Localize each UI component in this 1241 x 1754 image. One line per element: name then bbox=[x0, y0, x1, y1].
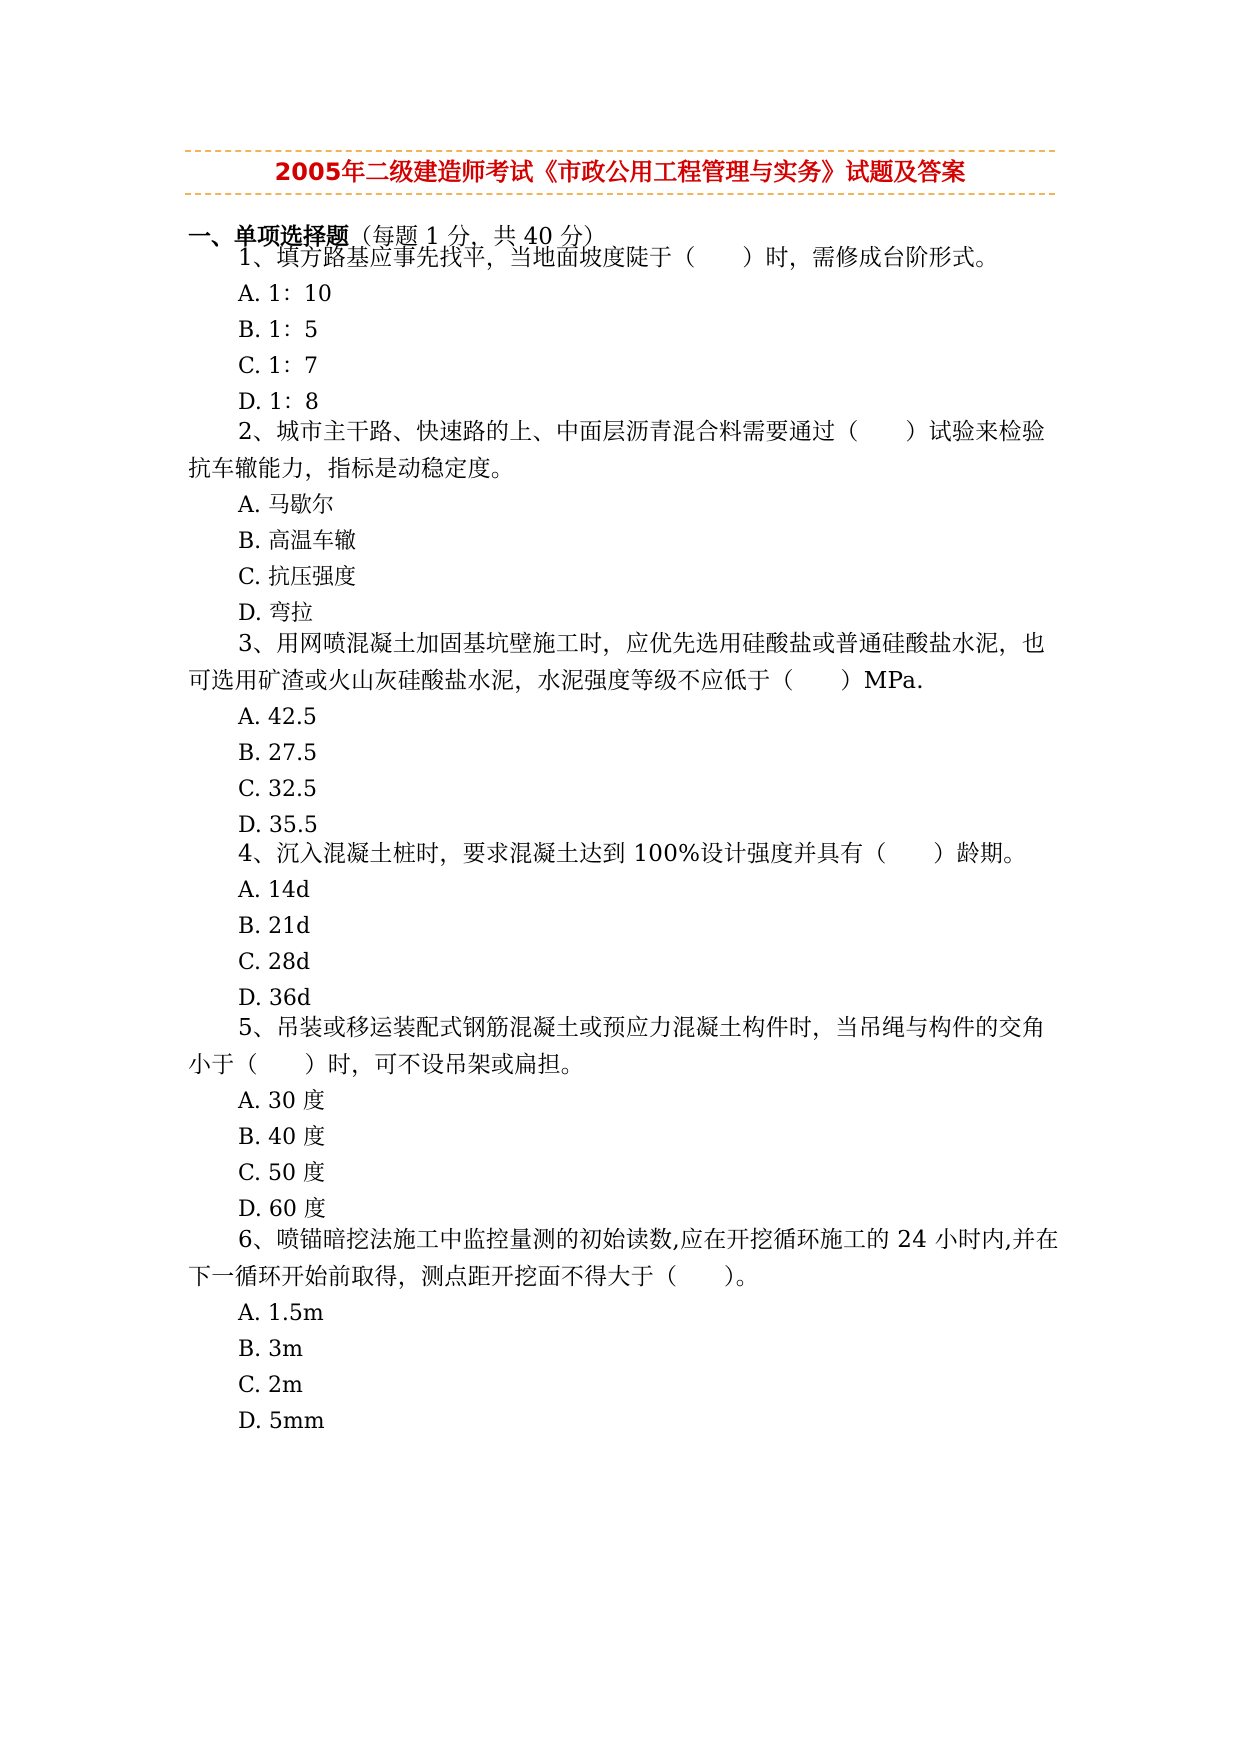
option-a: A. 42.5 bbox=[238, 705, 317, 730]
option-b: B. 高温车辙 bbox=[238, 529, 357, 554]
question-3 bbox=[188, 626, 1060, 844]
option-c: C. 32.5 bbox=[238, 777, 318, 802]
question-text: 5、吊装或移运装配式钢筋混凝土或预应力混凝土构件时，当吊绳与构件的交角小于（ ）时，可不设吊架或扁担。 bbox=[188, 1015, 1046, 1078]
question-5 bbox=[188, 1010, 1060, 1228]
option-b: B. 3m bbox=[238, 1337, 304, 1362]
option-b: B. 27.5 bbox=[238, 741, 318, 766]
option-a: A. 1.5m bbox=[238, 1301, 324, 1326]
option-d: D. 60 度 bbox=[238, 1197, 326, 1222]
option-c: C. 1：7 bbox=[238, 354, 319, 379]
question-6 bbox=[188, 1222, 1060, 1440]
option-b: B. 21d bbox=[238, 914, 311, 939]
option-a: A. 14d bbox=[238, 878, 310, 903]
question-2 bbox=[188, 414, 1060, 632]
option-d: D. 5mm bbox=[238, 1409, 325, 1434]
option-a: A. 马歇尔 bbox=[238, 493, 334, 518]
question-text: 4、沉入混凝土桩时，要求混凝土达到 100%设计强度并具有（ ）龄期。 bbox=[238, 841, 1027, 867]
question-text: 2、城市主干路、快速路的上、中面层沥青混合料需要通过（ ）试验来检验抗车辙能力，指标是动稳定度。 bbox=[188, 419, 1046, 482]
question-text: 1、填方路基应事先找平，当地面坡度陡于（ ）时，需修成台阶形式。 bbox=[238, 245, 999, 271]
document-title: 2005年二级建造师考试《市政公用工程管理与实务》试题及答案 bbox=[274, 158, 966, 186]
option-d: D. 1：8 bbox=[238, 390, 319, 415]
option-c: C. 抗压强度 bbox=[238, 565, 357, 590]
section-heading: 一、单项选择题 bbox=[188, 224, 349, 250]
question-4 bbox=[188, 836, 1060, 1017]
question-text: 3、用网喷混凝土加固基坑壁施工时，应优先选用硅酸盐或普通硅酸盐水泥，也可选用矿渣或火山灰硅酸盐水泥，水泥强度等级不应低于（ ）MPa. bbox=[188, 631, 1046, 694]
question-1 bbox=[188, 240, 1060, 421]
option-b: B. 40 度 bbox=[238, 1125, 326, 1150]
option-d: D. 弯拉 bbox=[238, 601, 313, 626]
title-block bbox=[185, 150, 1055, 195]
option-c: C. 50 度 bbox=[238, 1161, 326, 1186]
option-c: C. 2m bbox=[238, 1373, 303, 1398]
question-text: 6、喷锚暗挖法施工中监控量测的初始读数,应在开挖循环施工的 24 小时内,并在下一循环开始前取得，测点距开挖面不得大于（ ）。 bbox=[188, 1227, 1059, 1290]
option-d: D. 35.5 bbox=[238, 813, 318, 838]
section-note: （每题 1 分，共 40 分） bbox=[349, 224, 607, 250]
option-d: D. 36d bbox=[238, 986, 311, 1011]
option-c: C. 28d bbox=[238, 950, 311, 975]
option-a: A. 1：10 bbox=[238, 282, 332, 307]
option-a: A. 30 度 bbox=[238, 1089, 325, 1114]
option-b: B. 1：5 bbox=[238, 318, 319, 343]
